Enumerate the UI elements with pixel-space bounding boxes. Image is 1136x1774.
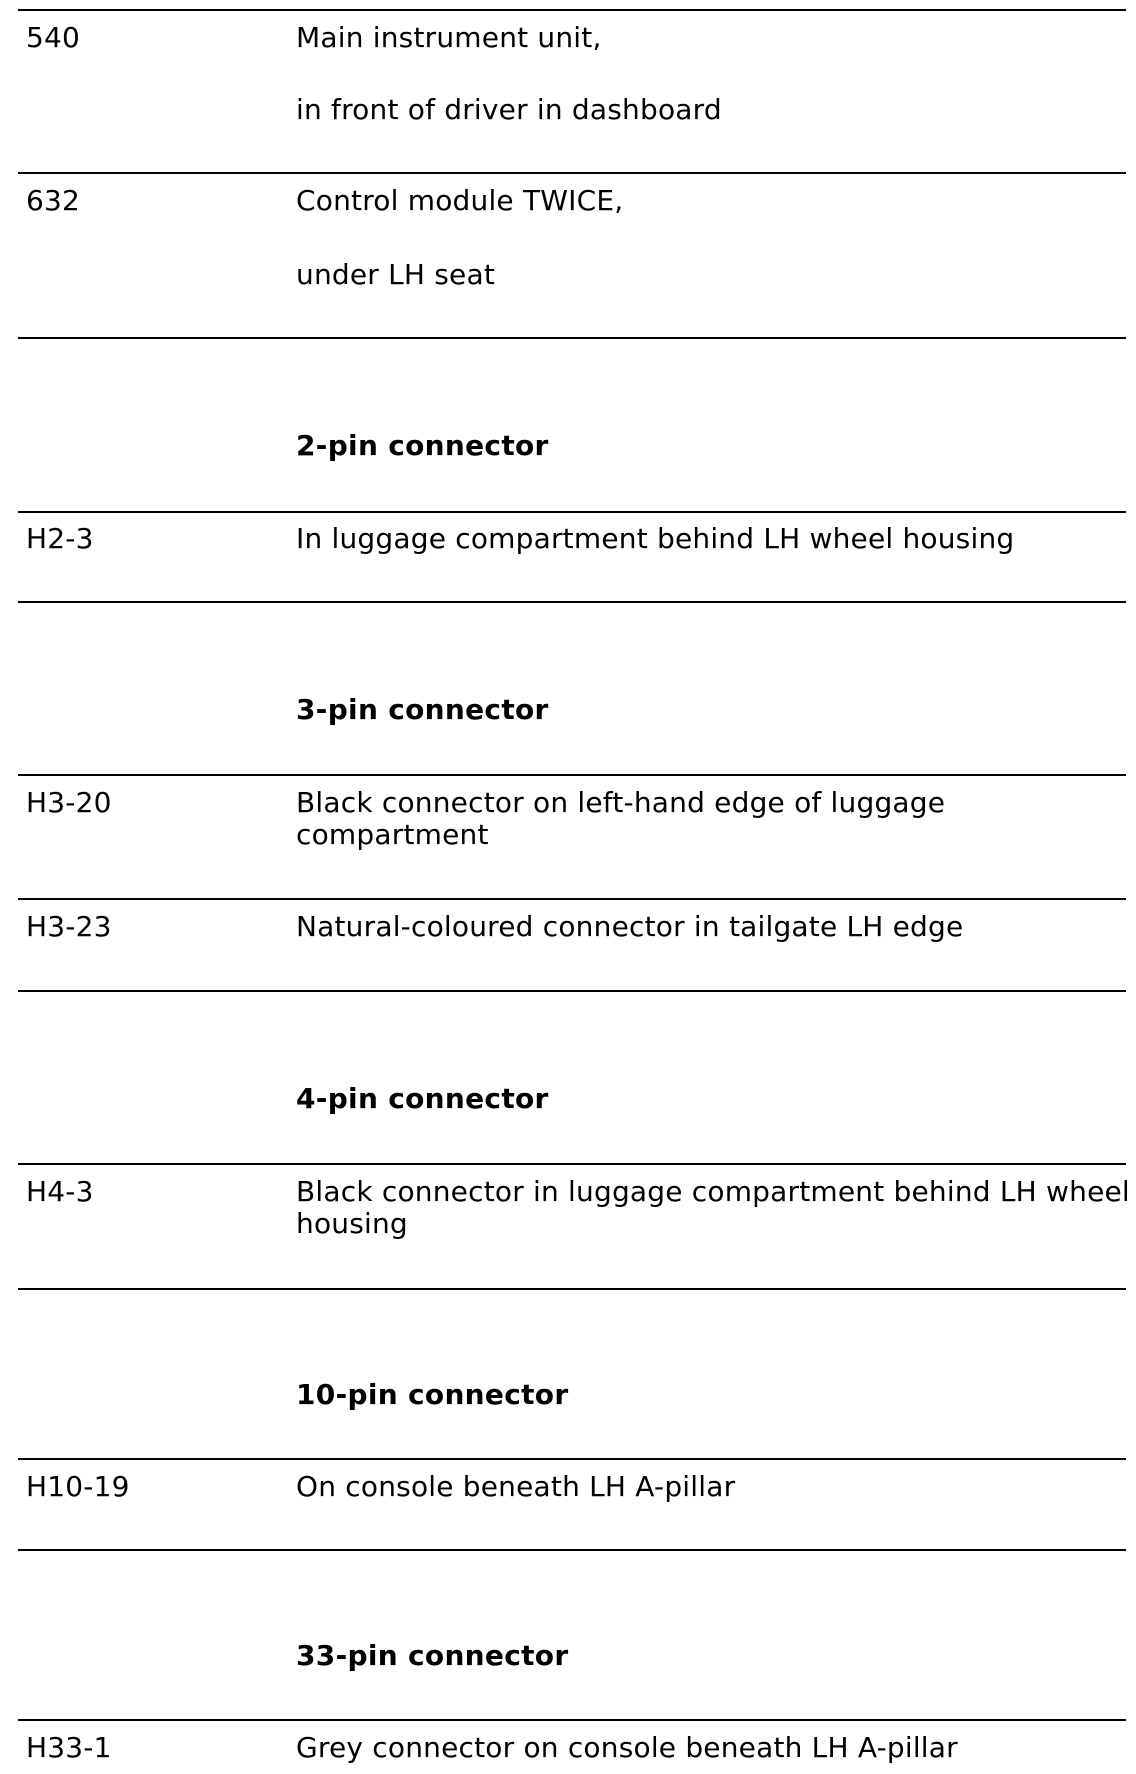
- table-rule: [18, 337, 1126, 339]
- table-rule: [18, 990, 1126, 992]
- table-rule: [18, 172, 1126, 174]
- section-heading: 10-pin connector: [296, 1378, 569, 1411]
- table-rule: [18, 1163, 1126, 1165]
- connector-location: Black connector on left-hand edge of luggage: [296, 786, 946, 819]
- table-rule: [18, 898, 1126, 900]
- connector-code: H4-3: [26, 1175, 94, 1208]
- connector-code: H10-19: [26, 1470, 130, 1503]
- component-location: in front of driver in dashboard: [296, 93, 722, 126]
- connector-location: Natural-coloured connector in tailgate LH edge: [296, 910, 964, 943]
- component-location: Main instrument unit,: [296, 21, 602, 54]
- connector-location: compartment: [296, 818, 489, 851]
- connector-location: Grey connector on console beneath LH A-pillar: [296, 1731, 958, 1764]
- connector-code: H3-20: [26, 786, 112, 819]
- connector-location: On console beneath LH A-pillar: [296, 1470, 736, 1503]
- table-rule: [18, 774, 1126, 776]
- section-heading: 2-pin connector: [296, 429, 549, 462]
- section-heading: 33-pin connector: [296, 1639, 569, 1672]
- connector-location: Black connector in luggage compartment behind LH wheel: [296, 1175, 1130, 1208]
- component-location: Control module TWICE,: [296, 184, 624, 217]
- component-code: 540: [26, 21, 81, 54]
- table-rule: [18, 1719, 1126, 1721]
- table-rule: [18, 1549, 1126, 1551]
- table-rule: [18, 511, 1126, 513]
- component-location: under LH seat: [296, 258, 496, 291]
- connector-location: In luggage compartment behind LH wheel housing: [296, 522, 1015, 555]
- table-rule: [18, 1288, 1126, 1290]
- component-code: 632: [26, 184, 81, 217]
- table-rule: [18, 9, 1126, 11]
- section-heading: 3-pin connector: [296, 693, 549, 726]
- connector-location: housing: [296, 1207, 408, 1240]
- table-rule: [18, 601, 1126, 603]
- connector-code: H33-1: [26, 1731, 112, 1764]
- table-rule: [18, 1458, 1126, 1460]
- connector-code: H3-23: [26, 910, 112, 943]
- connector-code: H2-3: [26, 522, 94, 555]
- section-heading: 4-pin connector: [296, 1082, 549, 1115]
